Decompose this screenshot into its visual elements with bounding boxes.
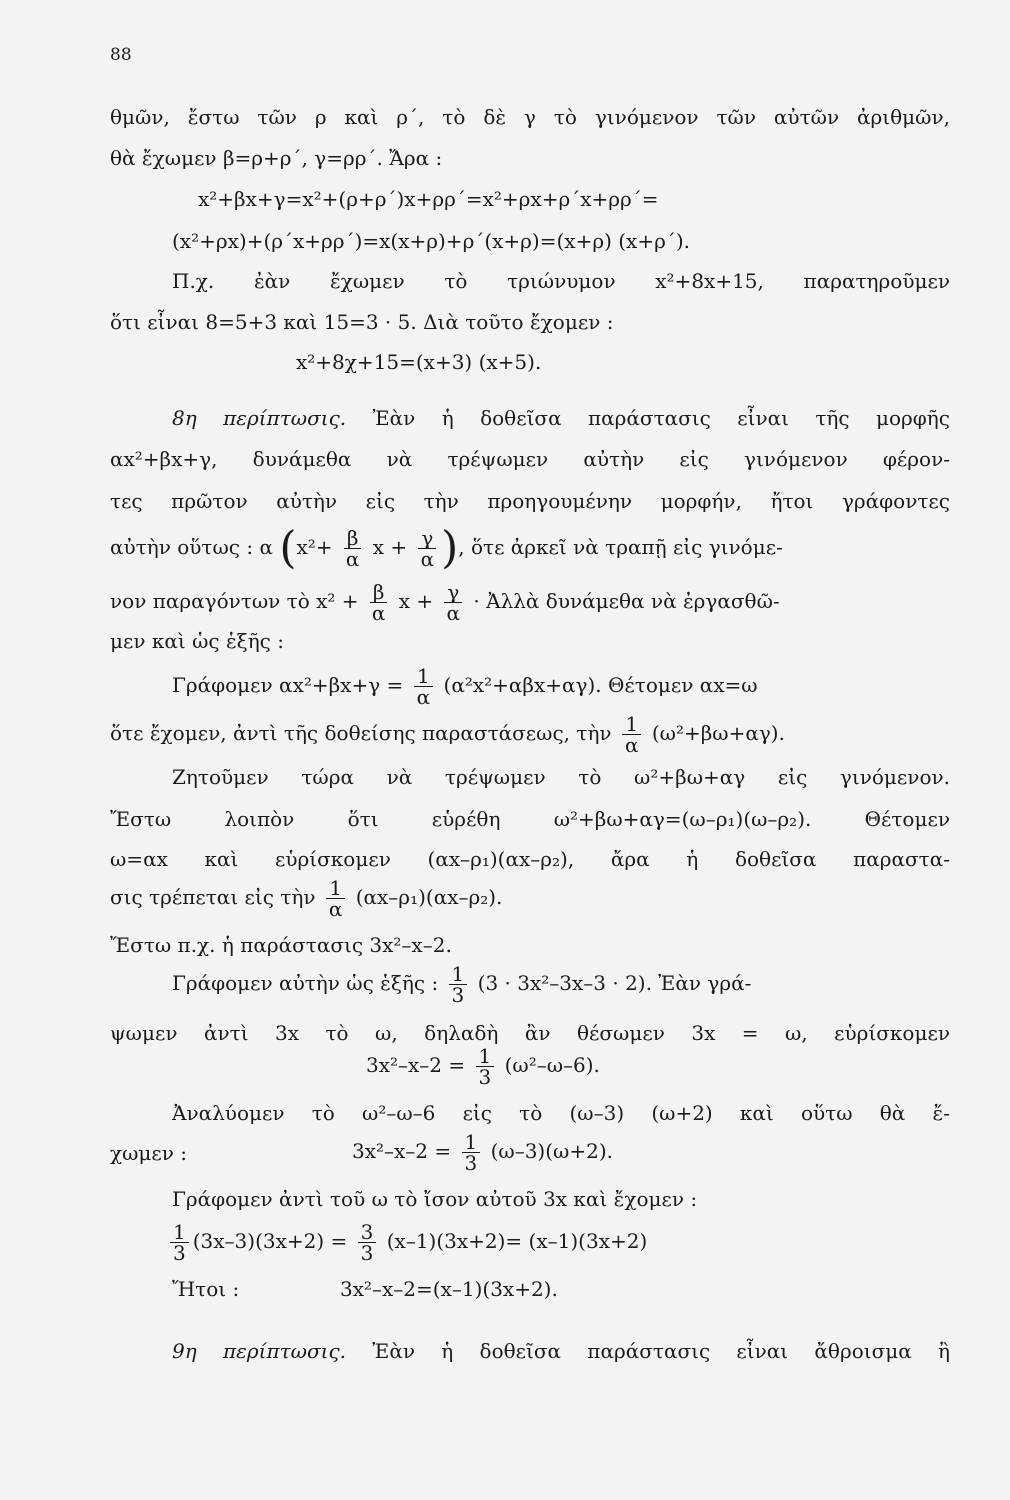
text-span: (x–1)(3x+2)= (x–1)(3x+2) bbox=[386, 1229, 648, 1253]
case-heading: 9η περίπτωσις. bbox=[172, 1339, 347, 1363]
fraction-one-over-three bbox=[449, 964, 468, 1005]
fraction-one-over-three bbox=[462, 1132, 481, 1173]
text-line: Ἤτοι : bbox=[172, 1277, 240, 1301]
text-line: χωμεν : bbox=[110, 1141, 188, 1165]
numerator: 1 bbox=[462, 1132, 481, 1153]
formula-line bbox=[366, 1046, 600, 1087]
denominator: 3 bbox=[173, 1241, 186, 1265]
fraction-one-over-alpha bbox=[326, 878, 346, 919]
text-line: ω=αx καὶ εὑρίσκομεν (αx–ρ₁)(αx–ρ₂), ἄρα ἡ δοθεῖσα παραστα- bbox=[110, 847, 950, 871]
text-span: (α²x²+αβx+αγ). Θέτομεν αx=ω bbox=[443, 673, 758, 697]
numerator: 3 bbox=[358, 1222, 377, 1243]
text-line: Γράφομεν ἀντὶ τοῦ ω τὸ ἴσον αὐτοῦ 3x καὶ ἔχομεν : bbox=[172, 1187, 698, 1211]
text-span: · Ἀλλὰ δυνάμεθα νὰ ἐργασθῶ- bbox=[473, 589, 780, 613]
text-line: θὰ ἔχωμεν β=ρ+ρ΄, γ=ρρ΄. Ἄρα : bbox=[110, 146, 443, 170]
text-span: Ἐὰν ἡ δοθεῖσα παράστασις εἶναι τῆς μορφῆς bbox=[346, 406, 950, 430]
text-span: 3x²–x–2 = bbox=[352, 1139, 452, 1163]
text-span: x + bbox=[398, 589, 434, 613]
text-line: Ἔστω π.χ. ἡ παράστασις 3x²–x–2. bbox=[110, 933, 452, 957]
equation-line: x²+βx+γ=x²+(ρ+ρ΄)x+ρρ΄=x²+ρx+ρ΄x+ρρ΄= bbox=[198, 187, 659, 211]
denominator: α bbox=[345, 547, 360, 571]
formula-line bbox=[110, 714, 785, 755]
text-line: Ζητοῦμεν τώρα νὰ τρέψωμεν τὸ ω²+βω+αγ εἰς γινόμενον. bbox=[172, 765, 950, 789]
fraction-beta-over-alpha bbox=[369, 582, 389, 623]
denominator: α bbox=[420, 547, 435, 571]
numerator: γ bbox=[444, 582, 462, 603]
text-line: τες πρῶτον αὐτὴν εἰς τὴν προηγουμένην μορφήν, ἤτοι γράφοντες bbox=[110, 489, 950, 513]
fraction-gamma-over-alpha bbox=[444, 582, 464, 623]
equation-line: x²+8χ+15=(x+3) (x+5). bbox=[296, 350, 542, 374]
text-span: (3x–3)(3x+2) = bbox=[192, 1229, 348, 1253]
fraction-gamma-over-alpha bbox=[418, 528, 438, 569]
denominator: 3 bbox=[360, 1241, 374, 1265]
text-span: x + bbox=[372, 535, 408, 559]
text-span: (ω²+βω+αγ). bbox=[651, 721, 785, 745]
denominator: α bbox=[446, 601, 461, 625]
denominator: 3 bbox=[478, 1065, 492, 1089]
fraction-beta-over-alpha bbox=[343, 528, 363, 569]
fraction-one-over-three bbox=[170, 1222, 189, 1263]
text-span: (ω²–ω–6). bbox=[504, 1053, 600, 1077]
text-span: (ω–3)(ω+2). bbox=[490, 1139, 613, 1163]
text-line bbox=[172, 405, 950, 431]
equation-line: 3x²–x–2=(x–1)(3x+2). bbox=[340, 1277, 558, 1301]
text-line: μεν καὶ ὡς ἑξῆς : bbox=[110, 629, 284, 653]
text-span: 3x²–x–2 = bbox=[366, 1053, 466, 1077]
text-span: Γράφομεν αx²+βx+γ = bbox=[172, 673, 404, 697]
text-span: (αx–ρ₁)(αx–ρ₂). bbox=[355, 885, 503, 909]
formula-line bbox=[110, 522, 783, 574]
text-line: Ἀναλύομεν τὸ ω²–ω–6 εἰς τὸ (ω–3) (ω+2) καὶ οὕτω θὰ ἔ- bbox=[172, 1101, 950, 1125]
numerator: β bbox=[370, 582, 388, 603]
text-span: αὐτὴν οὕτως : α bbox=[110, 535, 273, 559]
text-line: αx²+βx+γ, δυνάμεθα νὰ τρέψωμεν αὐτὴν εἰς γινόμενον φέρον- bbox=[110, 447, 950, 471]
fraction-one-over-alpha bbox=[414, 666, 434, 707]
equation-line: (x²+ρx)+(ρ΄x+ρρ΄)=x(x+ρ)+ρ΄(x+ρ)=(x+ρ) (x+ρ΄). bbox=[172, 229, 690, 253]
fraction-one-over-three bbox=[476, 1046, 495, 1087]
denominator: α bbox=[371, 601, 386, 625]
text-line: θμῶν, ἔστω τῶν ρ καὶ ρ΄, τὸ δὲ γ τὸ γινόμενον τῶν αὐτῶν ἀριθμῶν, bbox=[110, 105, 950, 129]
denominator: 3 bbox=[464, 1151, 478, 1175]
text-line: Π.χ. ἐὰν ἔχωμεν τὸ τριώνυμον x²+8x+15, παρατηροῦμεν bbox=[172, 269, 950, 293]
text-span: Ἐὰν ἡ δοθεῖσα παράστασις εἶναι ἄθροισμα ἢ bbox=[346, 1339, 950, 1363]
numerator: γ bbox=[418, 528, 436, 549]
page-number: 88 bbox=[110, 45, 132, 65]
denominator: α bbox=[416, 685, 431, 709]
fraction-one-over-alpha bbox=[622, 714, 642, 755]
denominator: 3 bbox=[451, 983, 465, 1007]
text-span: x²+ bbox=[296, 535, 333, 559]
text-span: , ὅτε ἀρκεῖ νὰ τραπῇ εἰς γινόμε- bbox=[458, 535, 783, 559]
formula-line bbox=[352, 1132, 613, 1173]
text-span: (3 · 3x²–3x–3 · 2). Ἐὰν γρά- bbox=[477, 971, 752, 995]
paren-left: ( bbox=[279, 522, 297, 574]
denominator: α bbox=[328, 897, 343, 921]
formula-line bbox=[172, 666, 758, 707]
denominator: α bbox=[624, 733, 639, 757]
text-line: ὅτι εἶναι 8=5+3 καὶ 15=3 · 5. Διὰ τοῦτο ἔχομεν : bbox=[110, 310, 614, 334]
formula-line bbox=[172, 964, 751, 1005]
paren-right: ) bbox=[441, 522, 459, 574]
text-span: ὅτε ἔχομεν, ἀντὶ τῆς δοθείσης παραστάσεως, τὴν bbox=[110, 721, 612, 745]
text-span: νον παραγόντων τὸ x² + bbox=[110, 589, 359, 613]
numerator: 1 bbox=[170, 1222, 189, 1243]
fraction-three-over-three bbox=[358, 1222, 377, 1263]
numerator: 1 bbox=[622, 714, 641, 735]
numerator: 1 bbox=[414, 666, 433, 687]
text-span: Γράφομεν αὐτὴν ὡς ἑξῆς : bbox=[172, 971, 439, 995]
numerator: 1 bbox=[449, 964, 468, 985]
formula-line bbox=[110, 582, 780, 623]
case-heading: 8η περίπτωσις. bbox=[172, 406, 347, 430]
text-line: ψωμεν ἀντὶ 3x τὸ ω, δηλαδὴ ἂν θέσωμεν 3x = ω, εὑρίσκομεν bbox=[110, 1021, 950, 1045]
text-line: Ἔστω λοιπὸν ὅτι εὑρέθη ω²+βω+αγ=(ω–ρ₁)(ω–ρ₂). Θέτομεν bbox=[110, 807, 950, 831]
text-line bbox=[172, 1338, 950, 1364]
numerator: β bbox=[344, 528, 362, 549]
formula-line bbox=[110, 878, 502, 919]
formula-line bbox=[166, 1222, 647, 1263]
text-span: σις τρέπεται εἰς τὴν bbox=[110, 885, 316, 909]
numerator: 1 bbox=[476, 1046, 495, 1067]
numerator: 1 bbox=[326, 878, 345, 899]
